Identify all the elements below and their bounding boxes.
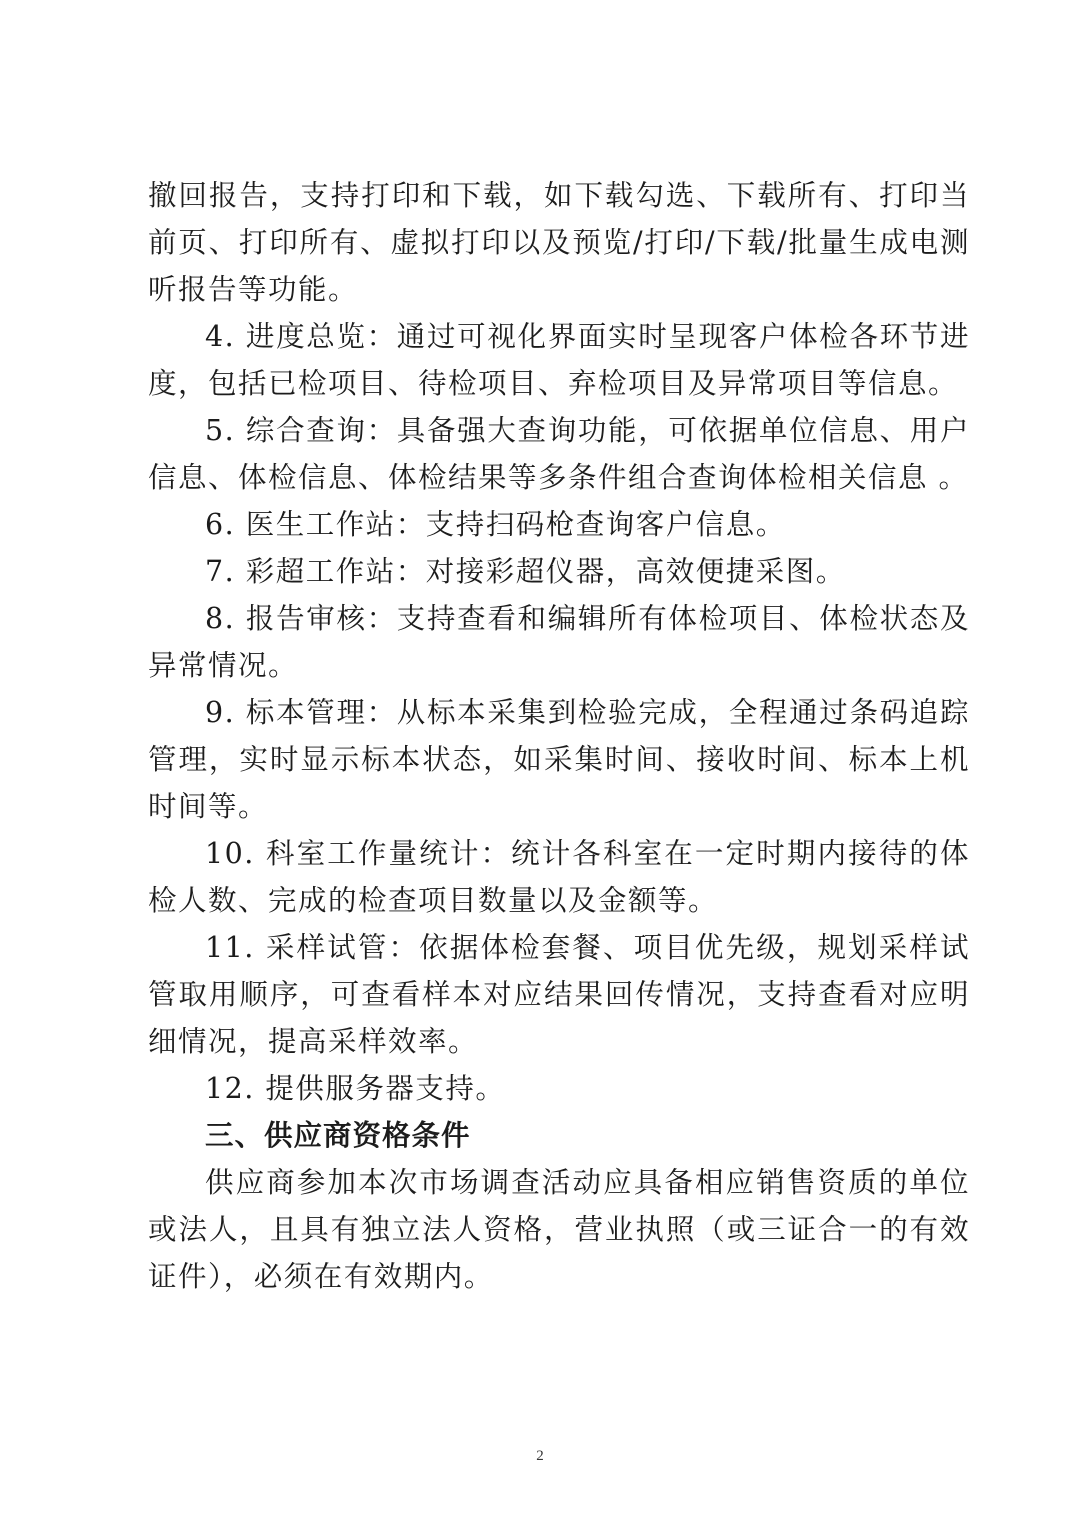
- paragraph-supplier-qualification: 供应商参加本次市场调查活动应具备相应销售资质的单位或法人，且具有独立法人资格，营业执照（或三证合一的有效证件），必须在有效期内。: [148, 1166, 970, 1293]
- paragraph-doctor-workstation: 6. 医生工作站：支持扫码枪查询客户信息。: [205, 508, 786, 541]
- paragraph-comprehensive-query: 5. 综合查询：具备强大查询功能，可依据单位信息、用户信息、体检信息、体检结果等多条件组合查询体检相关信息 。: [148, 414, 970, 494]
- section-heading: 三、供应商资格条件: [205, 1119, 471, 1152]
- paragraph-department-workload: 10. 科室工作量统计：统计各科室在一定时期内接待的体检人数、完成的检查项目数量以及金额等。: [148, 837, 970, 917]
- page-number: 2: [536, 1448, 544, 1464]
- paragraph-progress-overview: 4. 进度总览：通过可视化界面实时呈现客户体检各环节进度，包括已检项目、待检项目、弃检项目及异常项目等信息。: [148, 320, 970, 400]
- paragraph-report-review: 8. 报告审核：支持查看和编辑所有体检项目、体检状态及异常情况。: [148, 602, 970, 682]
- paragraph-specimen-management: 9. 标本管理：从标本采集到检验完成，全程通过条码追踪管理，实时显示标本状态，如采集时间、接收时间、标本上机时间等。: [148, 696, 970, 823]
- document-body: [148, 172, 970, 1300]
- paragraph-sampling-tubes: 11. 采样试管：依据体检套餐、项目优先级，规划采样试管取用顺序，可查看样本对应结果回传情况，支持查看对应明细情况，提高采样效率。: [148, 931, 970, 1058]
- paragraph-ultrasound-workstation: 7. 彩超工作站：对接彩超仪器，高效便捷采图。: [205, 555, 846, 588]
- paragraph-report-functions: 撤回报告，支持打印和下载，如下载勾选、下载所有、打印当前页、打印所有、虚拟打印以及预览/打印/下载/批量生成电测听报告等功能。: [148, 179, 970, 306]
- paragraph-server-support: 12. 提供服务器支持。: [205, 1072, 506, 1105]
